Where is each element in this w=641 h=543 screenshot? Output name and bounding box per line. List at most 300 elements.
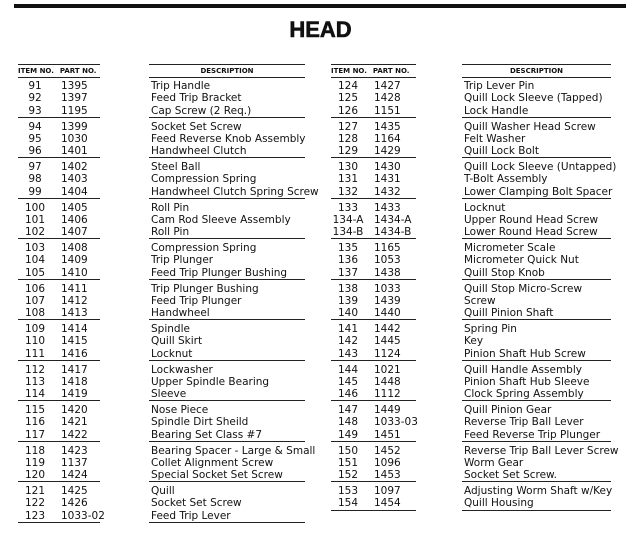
table-row	[18, 509, 105, 522]
table-row	[18, 214, 100, 226]
table-row	[18, 323, 100, 335]
part-no: 1418	[61, 375, 88, 388]
part-description: Quill Housing	[464, 497, 534, 510]
item-no: 113	[24, 375, 46, 388]
table-row	[331, 485, 416, 497]
id-group	[18, 121, 100, 159]
table-row	[149, 92, 305, 104]
part-no: 1433	[374, 201, 401, 214]
table-row	[331, 457, 416, 469]
table-row	[18, 202, 100, 214]
table-row	[462, 121, 611, 133]
id-group	[18, 161, 100, 199]
table-row	[462, 307, 611, 319]
part-description: Adjusting Worm Shaft w/Key	[464, 485, 613, 497]
item-no: 110	[24, 335, 46, 348]
part-no: 1415	[61, 335, 88, 348]
item-no: 118	[24, 444, 46, 457]
part-no: 1096	[374, 456, 401, 469]
id-group	[18, 485, 105, 523]
part-description: Socket Set Screw	[151, 497, 242, 510]
table-row	[18, 376, 100, 388]
table-row	[18, 307, 100, 319]
table-row	[331, 295, 416, 307]
part-description: Lower Clamping Bolt Spacer	[464, 185, 613, 198]
table-row	[18, 283, 100, 295]
item-part-header	[331, 64, 416, 78]
part-description: Trip Plunger Bushing	[151, 282, 259, 295]
description-group	[462, 364, 611, 402]
part-no: 1429	[374, 145, 401, 158]
table-row	[149, 497, 305, 509]
table-row	[462, 429, 611, 441]
table-row	[149, 307, 305, 319]
description-group	[149, 242, 305, 280]
table-row	[331, 242, 416, 254]
part-no: 1439	[374, 294, 401, 307]
table-row	[18, 457, 100, 469]
part-no: 1406	[61, 213, 88, 226]
table-row	[149, 145, 305, 157]
table-row	[462, 485, 611, 497]
item-no: 131	[337, 173, 359, 186]
table-row	[18, 226, 100, 238]
table-row	[331, 173, 416, 185]
item-no: 133	[337, 201, 359, 214]
table-row	[18, 497, 100, 509]
part-description: Quill Washer Head Screw	[464, 120, 596, 133]
table-row	[331, 161, 416, 173]
table-row	[149, 133, 305, 145]
item-no: 137	[337, 266, 359, 279]
description-group	[462, 323, 611, 361]
part-no: 1449	[374, 404, 401, 416]
table-row	[331, 335, 416, 347]
item-no: 148	[337, 416, 359, 429]
item-no: 108	[24, 307, 46, 320]
part-no: 1399	[61, 120, 88, 133]
id-group	[18, 80, 100, 118]
item-no: 146	[337, 388, 359, 401]
id-group	[331, 323, 416, 361]
table-row	[331, 307, 416, 319]
table-row	[18, 105, 100, 117]
table-row	[18, 295, 100, 307]
part-description: Pinion Shaft Hub Screw	[464, 347, 586, 360]
item-no: 98	[28, 173, 42, 186]
part-no: 1408	[61, 242, 88, 254]
id-group	[18, 323, 100, 361]
table-row	[149, 254, 305, 266]
part-no: 1428	[374, 92, 401, 105]
table-row	[462, 254, 611, 266]
item-no: 91	[28, 80, 42, 92]
table-row	[18, 404, 100, 416]
table-row	[462, 457, 611, 469]
part-description: Collet Alignment Screw	[151, 456, 274, 469]
part-no: 1421	[61, 416, 88, 429]
part-description: Lock Handle	[464, 104, 529, 117]
table-row	[331, 226, 416, 238]
part-description: Worm Gear	[464, 456, 524, 469]
table-row	[462, 323, 611, 335]
item-no: 153	[337, 485, 359, 497]
part-description: Micrometer Quick Nut	[464, 254, 579, 267]
part-description: Bearing Spacer - Large & Small	[151, 444, 316, 457]
table-row	[331, 388, 416, 400]
part-description: Locknut	[464, 201, 506, 214]
part-description: Locknut	[151, 347, 193, 360]
part-description: Spindle	[151, 323, 190, 335]
id-group	[331, 121, 416, 159]
item-no: 97	[28, 161, 42, 173]
table-row	[331, 469, 416, 481]
part-description: Lockwasher	[151, 363, 213, 376]
part-description: Upper Spindle Bearing	[151, 375, 270, 388]
part-no: 1432	[374, 185, 401, 198]
part-no: 1423	[61, 444, 88, 457]
description-group	[149, 202, 305, 240]
table-row	[149, 295, 305, 307]
item-no: 136	[337, 254, 359, 267]
table-row	[149, 214, 305, 226]
part-no: 1124	[374, 347, 401, 360]
part-description: Feed Reverse Knob Assembly	[151, 132, 306, 145]
table-row	[462, 416, 611, 428]
table-row	[331, 376, 416, 388]
table-row	[462, 186, 611, 198]
part-no: 1411	[61, 282, 88, 295]
item-no: 123	[24, 509, 46, 522]
part-description: Special Socket Set Screw	[151, 469, 283, 482]
item-no: 154	[337, 497, 359, 510]
table-row	[331, 186, 416, 198]
part-no-header: PART NO.	[59, 67, 97, 75]
table-row	[149, 510, 305, 522]
description-group	[462, 444, 619, 483]
part-no: 1434-A	[374, 213, 412, 226]
table-row	[462, 267, 611, 279]
item-no: 147	[337, 404, 359, 416]
table-row	[149, 283, 305, 295]
item-no: 102	[24, 226, 46, 239]
part-description: Feed Trip Lever	[151, 509, 231, 522]
id-group	[331, 364, 416, 402]
table-row	[18, 145, 100, 157]
table-row	[331, 214, 416, 226]
part-description: Upper Round Head Screw	[464, 213, 599, 226]
part-no: 1410	[61, 266, 88, 279]
table-row	[18, 92, 100, 104]
part-description: Quill Lock Sleeve (Untapped)	[464, 161, 617, 173]
item-no: 125	[337, 92, 359, 105]
description-group	[462, 485, 611, 511]
table-row	[18, 469, 100, 481]
table-row	[462, 376, 611, 388]
item-no: 142	[337, 335, 359, 348]
description-group	[149, 444, 316, 483]
part-description: Cam Rod Sleeve Assembly	[151, 213, 291, 226]
part-no: 1033	[374, 282, 401, 295]
item-no: 100	[24, 201, 46, 214]
table-row	[149, 161, 305, 173]
table-row	[331, 105, 416, 117]
item-no-header: ITEM NO.	[331, 67, 367, 75]
item-no: 149	[337, 428, 359, 441]
table-row	[462, 444, 619, 457]
item-no: 127	[337, 120, 359, 133]
part-no: 1417	[61, 363, 88, 376]
table-row	[149, 202, 305, 214]
part-description: Felt Washer	[464, 132, 526, 145]
part-no: 1195	[61, 104, 88, 117]
part-description: Trip Handle	[151, 80, 211, 92]
item-no: 145	[337, 375, 359, 388]
table-row	[149, 429, 305, 441]
table-row	[331, 267, 416, 279]
part-description: Steel Ball	[151, 161, 201, 173]
part-no: 1453	[374, 469, 401, 482]
part-no: 1431	[374, 173, 401, 186]
table-row	[149, 185, 319, 198]
part-no: 1426	[61, 497, 88, 510]
table-row	[18, 429, 100, 441]
table-row	[462, 364, 611, 376]
part-description: Roll Pin	[151, 226, 190, 239]
item-no: 109	[24, 323, 46, 335]
table-row	[331, 202, 416, 214]
part-description: Trip Lever Pin	[464, 80, 535, 92]
table-row	[18, 388, 100, 400]
part-no: 1430	[374, 161, 401, 173]
part-description: Quill Skirt	[151, 335, 203, 348]
table-row	[462, 283, 611, 295]
part-description: Sleeve	[151, 388, 187, 401]
part-no-header: PART NO.	[372, 67, 410, 75]
part-no: 1137	[61, 456, 88, 469]
table-row	[18, 485, 100, 497]
description-group	[149, 485, 305, 523]
table-row	[149, 335, 305, 347]
description-header: DESCRIPTION	[149, 64, 305, 78]
id-group	[18, 202, 100, 240]
part-no: 1425	[61, 485, 88, 497]
table-row	[18, 186, 100, 198]
item-no: 111	[24, 347, 46, 360]
table-row	[18, 348, 100, 360]
table-row	[149, 485, 305, 497]
table-row	[331, 254, 416, 266]
page-title: HEAD	[289, 17, 352, 42]
part-description: Quill Handle Assembly	[464, 363, 582, 376]
table-row	[462, 133, 611, 145]
item-no: 132	[337, 185, 359, 198]
description-group	[149, 323, 305, 361]
table-row	[18, 335, 100, 347]
table-row	[331, 145, 416, 157]
item-no: 150	[337, 444, 359, 457]
item-no: 112	[24, 363, 46, 376]
id-group	[331, 161, 416, 199]
table-row	[462, 202, 611, 214]
part-no: 1402	[61, 161, 88, 173]
item-no: 105	[24, 266, 46, 279]
part-description: Quill Pinion Gear	[464, 404, 552, 416]
description-header: DESCRIPTION	[462, 64, 611, 78]
item-no: 152	[337, 469, 359, 482]
part-description: Feed Trip Bracket	[151, 92, 242, 105]
part-no: 1407	[61, 226, 88, 239]
part-no: 1414	[61, 323, 88, 335]
description-group	[149, 364, 305, 402]
part-description: Quill	[151, 485, 175, 497]
part-no: 1395	[61, 80, 88, 92]
item-no: 135	[337, 242, 359, 254]
item-no: 99	[28, 185, 42, 198]
item-no: 144	[337, 363, 359, 376]
table-row	[18, 267, 100, 279]
table-row	[18, 133, 100, 145]
item-no: 101	[24, 213, 46, 226]
part-no: 1397	[61, 92, 88, 105]
description-group	[149, 283, 305, 321]
item-no: 129	[337, 145, 359, 158]
part-description: Roll Pin	[151, 201, 190, 214]
part-no: 1448	[374, 375, 401, 388]
part-description: Compression Spring	[151, 242, 257, 254]
part-no: 1435	[374, 120, 401, 133]
description-group	[462, 242, 611, 280]
description-group	[462, 283, 611, 321]
part-description: Socket Set Screw.	[464, 469, 558, 482]
table-row	[18, 80, 100, 92]
table-row	[462, 214, 611, 226]
id-group	[331, 80, 416, 118]
item-no: 134-A	[332, 213, 364, 226]
item-no: 106	[24, 282, 46, 295]
description-group	[149, 121, 305, 159]
item-no: 143	[337, 347, 359, 360]
table-row	[149, 457, 305, 469]
part-no: 1405	[61, 201, 88, 214]
table-row	[149, 80, 305, 92]
table-row	[149, 173, 305, 185]
item-no: 119	[24, 456, 46, 469]
description-group	[462, 80, 611, 118]
item-no: 92	[28, 92, 42, 105]
item-no: 122	[24, 497, 46, 510]
part-no: 1422	[61, 428, 88, 441]
table-row	[149, 242, 305, 254]
part-description: Handwheel	[151, 307, 210, 320]
part-no: 1112	[374, 388, 401, 401]
item-no: 103	[24, 242, 46, 254]
table-row	[462, 226, 611, 238]
table-row	[331, 80, 416, 92]
description-group	[462, 202, 611, 240]
part-description: Quill Lock Bolt	[464, 145, 539, 158]
part-no: 1419	[61, 388, 88, 401]
part-description: Quill Pinion Shaft	[464, 307, 554, 320]
part-description: Key	[464, 335, 484, 348]
id-group	[331, 485, 416, 511]
item-no: 107	[24, 294, 46, 307]
item-no: 95	[28, 132, 42, 145]
table-row	[462, 348, 611, 360]
table-row	[462, 388, 611, 400]
id-group	[18, 445, 100, 483]
table-row	[149, 416, 305, 428]
item-no: 94	[28, 120, 42, 133]
part-no: 1454	[374, 497, 401, 510]
table-row	[462, 469, 611, 481]
table-row	[149, 105, 305, 117]
table-row	[18, 364, 100, 376]
table-row	[149, 404, 305, 416]
part-no: 1401	[61, 145, 88, 158]
item-part-header	[18, 64, 100, 78]
item-no: 117	[24, 428, 46, 441]
part-description: Quill Lock Sleeve (Tapped)	[464, 92, 603, 105]
part-no: 1151	[374, 104, 401, 117]
table-row	[331, 364, 416, 376]
description-group	[462, 404, 611, 442]
table-row	[149, 226, 305, 238]
item-no-header: ITEM NO.	[18, 67, 54, 75]
part-no: 1424	[61, 469, 88, 482]
table-row	[18, 242, 100, 254]
item-no: 93	[28, 104, 42, 117]
part-no: 1451	[374, 428, 401, 441]
table-row	[331, 445, 416, 457]
table-row	[331, 416, 416, 428]
part-no: 1412	[61, 294, 88, 307]
table-row	[18, 161, 100, 173]
part-no: 1030	[61, 132, 88, 145]
description-group	[149, 404, 305, 442]
table-row	[462, 92, 611, 104]
part-description: Feed Trip Plunger Bushing	[151, 266, 288, 279]
part-no: 1404	[61, 185, 88, 198]
part-description: Bearing Set Class #7	[151, 428, 263, 441]
part-description: Clock Spring Assembly	[464, 388, 584, 401]
item-no: 126	[337, 104, 359, 117]
table-row	[149, 323, 305, 335]
table-row	[149, 376, 305, 388]
item-no: 115	[24, 404, 46, 416]
id-group	[331, 445, 416, 483]
top-rule	[14, 4, 626, 8]
item-no: 104	[24, 254, 46, 267]
table-row	[331, 497, 416, 509]
table-row	[462, 105, 611, 117]
table-row	[18, 254, 100, 266]
part-description: T-Bolt Assembly	[464, 173, 548, 186]
id-group	[331, 404, 416, 442]
item-no: 114	[24, 388, 46, 401]
table-row	[462, 295, 611, 307]
item-no: 134-B	[332, 226, 364, 239]
table-row	[331, 92, 416, 104]
table-row	[462, 161, 617, 173]
item-no: 140	[337, 307, 359, 320]
part-no: 1427	[374, 80, 401, 92]
part-description: Handwheel Clutch Spring Screw	[151, 185, 319, 198]
part-no: 1033-03	[374, 416, 418, 429]
table-row	[462, 173, 611, 185]
part-description: Reverse Trip Ball Lever Screw	[464, 444, 619, 457]
part-no: 1452	[374, 444, 401, 457]
